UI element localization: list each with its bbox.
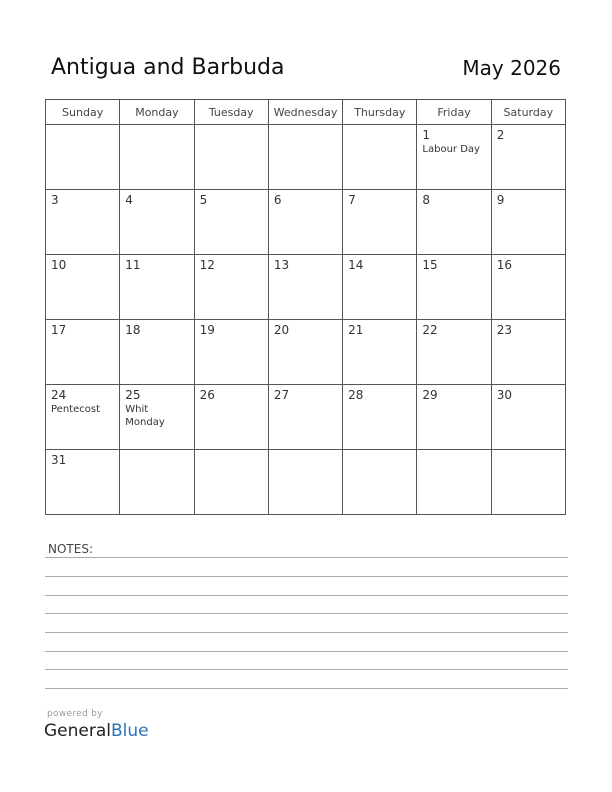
day-cell xyxy=(46,125,120,190)
calendar-body xyxy=(46,125,566,515)
day-cell xyxy=(194,255,268,320)
day-cell xyxy=(46,320,120,385)
day-cell xyxy=(46,255,120,320)
day-number: 26 xyxy=(199,388,215,402)
day-number: 12 xyxy=(199,258,215,272)
day-number: 18 xyxy=(125,323,141,337)
day-cell xyxy=(491,125,565,190)
day-number: 16 xyxy=(496,258,512,272)
day-cell xyxy=(46,190,120,255)
day-cell xyxy=(194,320,268,385)
day-number: 20 xyxy=(273,323,290,337)
day-cell xyxy=(343,125,417,190)
week-row xyxy=(46,190,566,255)
day-number: 23 xyxy=(496,323,512,337)
day-cell xyxy=(343,385,417,450)
day-number: 17 xyxy=(51,323,67,337)
day-cell xyxy=(268,190,342,255)
day-cell xyxy=(417,255,491,320)
day-number: 28 xyxy=(348,388,364,402)
day-number: 19 xyxy=(199,323,215,337)
day-cell xyxy=(417,385,491,450)
day-cell xyxy=(343,190,417,255)
note-line xyxy=(45,613,568,614)
day-number: 9 xyxy=(496,193,505,207)
week-row xyxy=(46,255,566,320)
day-cell xyxy=(268,255,342,320)
brand-general: General xyxy=(44,721,111,741)
weekday-saturday: Saturday xyxy=(491,100,565,125)
day-cell xyxy=(194,125,268,190)
day-number: 4 xyxy=(125,193,133,207)
powered-by-label: powered by xyxy=(47,709,103,719)
day-number: 3 xyxy=(51,193,59,207)
weekday-tuesday: Tuesday xyxy=(194,100,268,125)
day-cell xyxy=(491,385,565,450)
weekday-wednesday: Wednesday xyxy=(268,100,342,125)
day-number: 14 xyxy=(348,258,364,272)
week-row xyxy=(46,125,566,190)
day-cell xyxy=(120,385,194,450)
day-cell xyxy=(343,320,417,385)
day-cell xyxy=(491,255,565,320)
weekday-friday: Friday xyxy=(417,100,491,125)
weekday-sunday: Sunday xyxy=(46,100,120,125)
day-cell xyxy=(268,385,342,450)
day-number: 1 xyxy=(422,128,431,142)
day-number: 29 xyxy=(422,388,438,402)
day-number: 5 xyxy=(199,193,208,207)
day-number: 24 xyxy=(51,388,67,402)
day-number: 6 xyxy=(273,193,282,207)
country-title: Antigua and Barbuda xyxy=(51,55,285,80)
note-line xyxy=(45,651,568,652)
day-cell xyxy=(491,450,565,515)
week-row xyxy=(46,385,566,450)
day-cell xyxy=(343,450,417,515)
day-number: 30 xyxy=(496,388,512,402)
generalblue-logo[interactable] xyxy=(44,721,149,741)
day-cell xyxy=(417,450,491,515)
weekday-monday: Monday xyxy=(120,100,194,125)
day-cell xyxy=(120,450,194,515)
day-number: 22 xyxy=(422,323,438,337)
day-cell xyxy=(194,385,268,450)
weekday-header-row xyxy=(46,100,566,125)
day-number: 7 xyxy=(348,193,356,207)
month-title: May 2026 xyxy=(462,56,561,80)
note-line xyxy=(45,576,568,577)
note-line xyxy=(45,632,568,633)
holiday-label: Pentecost xyxy=(51,404,100,415)
day-cell xyxy=(268,320,342,385)
day-cell xyxy=(417,125,491,190)
calendar-grid xyxy=(45,99,566,515)
day-number: 21 xyxy=(348,323,364,337)
brand-blue: Blue xyxy=(111,721,149,741)
holiday-label: Labour Day xyxy=(422,144,480,155)
day-cell xyxy=(46,450,120,515)
day-cell xyxy=(491,190,565,255)
day-cell xyxy=(268,450,342,515)
day-number: 8 xyxy=(422,193,431,207)
day-number: 27 xyxy=(273,388,290,402)
note-line xyxy=(45,557,568,558)
day-cell xyxy=(343,255,417,320)
note-line xyxy=(45,595,568,596)
day-number: 11 xyxy=(125,258,141,272)
week-row xyxy=(46,450,566,515)
day-cell xyxy=(46,385,120,450)
day-number: 25 xyxy=(125,388,141,402)
note-line xyxy=(45,669,568,670)
day-number: 13 xyxy=(273,258,290,272)
day-cell xyxy=(120,255,194,320)
week-row xyxy=(46,320,566,385)
day-cell xyxy=(491,320,565,385)
day-cell xyxy=(120,320,194,385)
day-cell xyxy=(194,450,268,515)
day-number: 10 xyxy=(51,258,67,272)
day-number: 15 xyxy=(422,258,438,272)
holiday-label: Whit Monday xyxy=(125,404,165,428)
weekday-thursday: Thursday xyxy=(343,100,417,125)
day-cell xyxy=(417,190,491,255)
note-line xyxy=(45,688,568,689)
day-number: 2 xyxy=(496,128,505,142)
notes-label: NOTES: xyxy=(48,542,93,556)
day-number: 31 xyxy=(51,453,67,467)
day-cell xyxy=(417,320,491,385)
day-cell xyxy=(120,125,194,190)
day-cell xyxy=(268,125,342,190)
day-cell xyxy=(120,190,194,255)
day-cell xyxy=(194,190,268,255)
